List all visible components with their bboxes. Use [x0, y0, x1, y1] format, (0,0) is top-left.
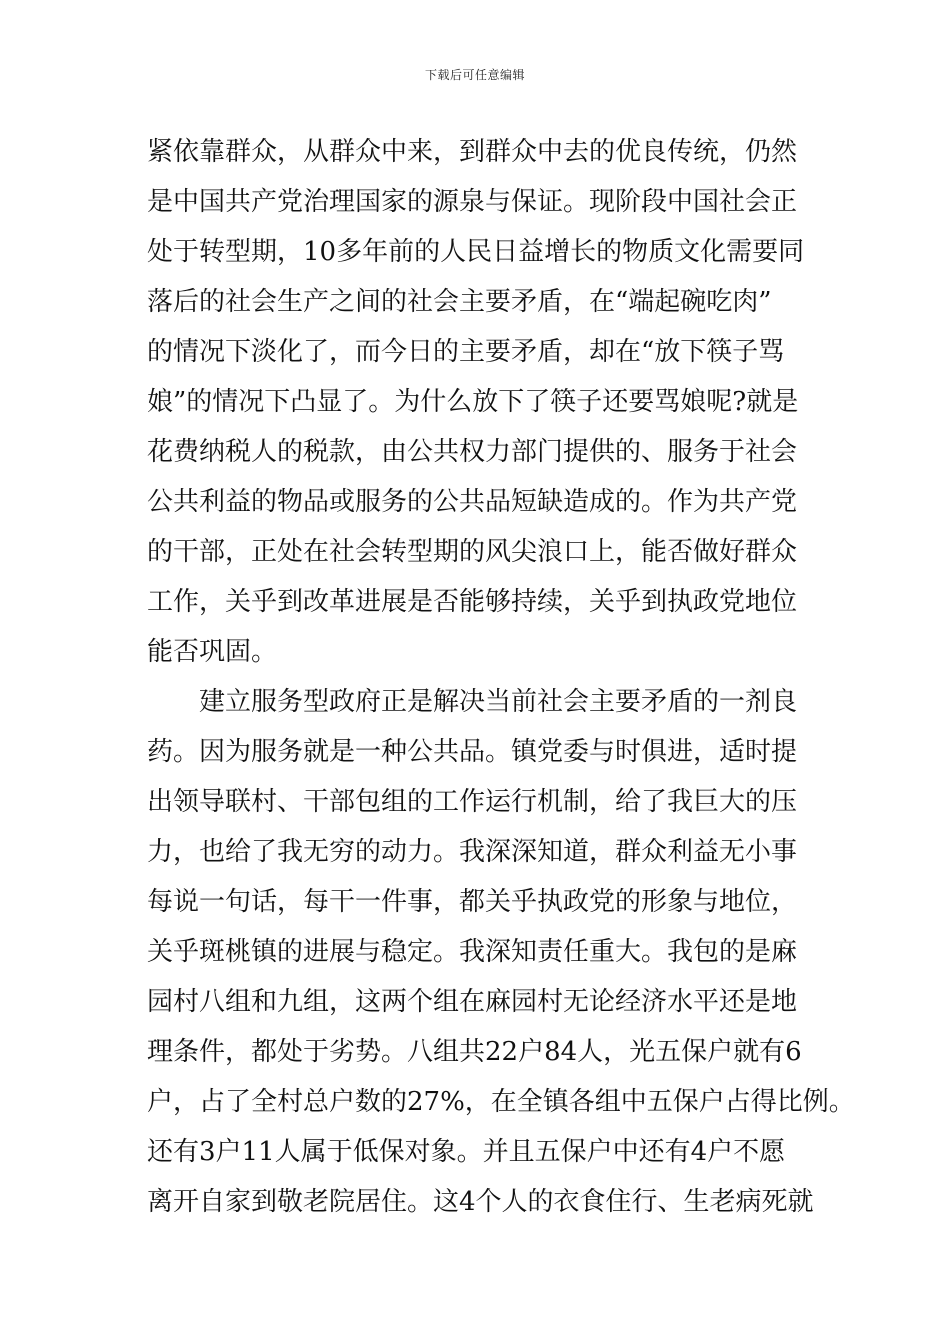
text-line: 建立服务型政府正是解决当前社会主要矛盾的一剂良 — [199, 687, 798, 717]
text-line: 的干部，正处在社会转型期的风尖浪口上，能否做好群众 — [147, 537, 798, 567]
text-line: 落后的社会生产之间的社会主要矛盾，在“端起碗吃肉” — [147, 287, 772, 317]
text-line: 理条件，都处于劣势。八组共22户84人，光五保户就有6 — [147, 1037, 802, 1067]
paragraph-2 — [147, 677, 855, 1227]
text-line: 能否巩固。 — [147, 637, 278, 667]
text-line: 关乎斑桃镇的进展与稳定。我深知责任重大。我包的是麻 — [147, 937, 798, 967]
text-line: 花费纳税人的税款，由公共权力部门提供的、服务于社会 — [147, 437, 798, 467]
text-line: 每说一句话，每干一件事，都关乎执政党的形象与地位， — [147, 887, 798, 917]
text-line: 公共利益的物品或服务的公共品短缺造成的。作为共产党 — [147, 487, 798, 517]
text-line: 还有3户11人属于低保对象。并且五保户中还有4户不愿 — [147, 1137, 786, 1167]
text-line: 处于转型期，10多年前的人民日益增长的物质文化需要同 — [147, 237, 805, 267]
document-body — [147, 127, 855, 1227]
text-line: 工作，关乎到改革进展是否能够持续，关乎到执政党地位 — [147, 587, 798, 617]
text-line: 力，也给了我无穷的动力。我深深知道，群众利益无小事 — [147, 837, 798, 867]
text-line: 出领导联村、干部包组的工作运行机制，给了我巨大的压 — [147, 787, 798, 817]
paragraph-1 — [147, 127, 817, 677]
text-line: 园村八组和九组，这两个组在麻园村无论经济水平还是地 — [147, 987, 798, 1017]
text-line: 药。因为服务就是一种公共品。镇党委与时俱进，适时提 — [147, 737, 798, 767]
text-line: 紧依靠群众，从群众中来，到群众中去的优良传统，仍然 — [147, 137, 798, 167]
text-line: 是中国共产党治理国家的源泉与保证。现阶段中国社会正 — [147, 187, 798, 217]
text-line: 娘”的情况下凸显了。为什么放下了筷子还要骂娘呢?就是 — [147, 387, 799, 417]
text-line: 的情况下淡化了，而今日的主要矛盾，却在“放下筷子骂 — [147, 337, 785, 367]
text-line: 户，占了全村总户数的27%，在全镇各组中五保户占得比例。 — [147, 1087, 855, 1117]
page-header: 下载后可任意编辑 — [424, 68, 525, 82]
text-line: 离开自家到敬老院居住。这4个人的衣食住行、生老病死就 — [147, 1187, 814, 1217]
